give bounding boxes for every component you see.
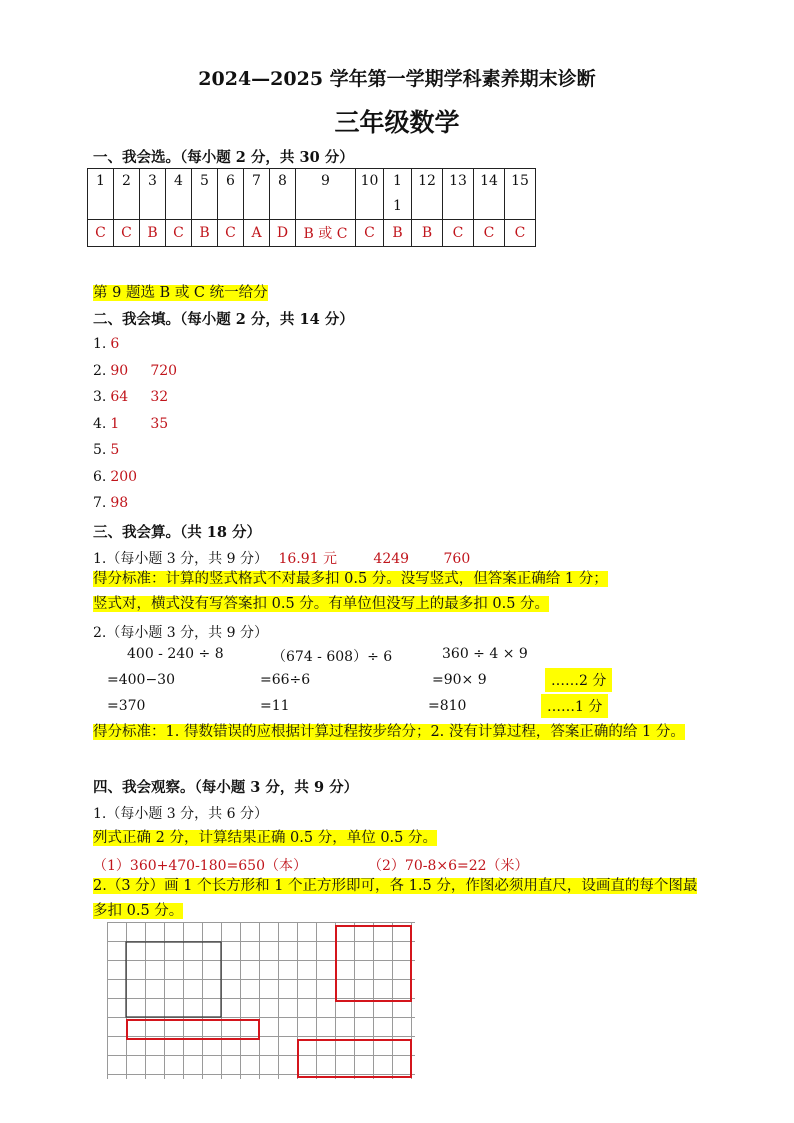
fill-item-answer: 64 (110, 389, 129, 405)
fill-item-answer: 1 (110, 415, 120, 432)
question-number-cell: 14 (474, 169, 505, 220)
section4-heading: 四、我会观察。（每小题 3 分，共 9 分） (93, 779, 359, 796)
fill-answer-item (93, 442, 150, 458)
exam-title: 2024—2025 学年第一学期学科素养期末诊断 (198, 68, 596, 90)
fill-answer-item (93, 336, 150, 352)
calc-step2-3: =810 (428, 698, 467, 714)
fill-item-number: 1. (93, 336, 107, 352)
observe-q1-standard: 列式正确 2 分，计算结果正确 0.5 分，单位 0.5 分。 (93, 830, 437, 846)
answer-cell: B (192, 220, 218, 247)
drawing-grid (107, 922, 415, 1079)
calc-q1-label: 1.（每小题 3 分，共 9 分） (93, 551, 268, 567)
fill-item-answer: 90 (110, 362, 129, 379)
fill-item-answer-2: 35 (150, 415, 169, 432)
answer-cell: D (270, 220, 296, 247)
observe-q1-answer-1: （1）360+470-180=650（本） (93, 858, 307, 874)
answer-cell: C (88, 220, 114, 247)
calc-step1-score: ……2 分 (545, 668, 612, 692)
fill-answer-item (93, 416, 168, 432)
answer-cell: B (140, 220, 166, 247)
question-number-cell: 15 (505, 169, 536, 220)
question-number-cell: 3 (140, 169, 166, 220)
fill-item-number: 6. (93, 468, 107, 485)
answer-cell: A (244, 220, 270, 247)
observe-q1-answer-2: （2）70-8×6=22（米） (368, 858, 529, 874)
question-number-cell: 13 (443, 169, 474, 220)
question-number-cell: 10 (356, 169, 384, 220)
answer-cell: B (412, 220, 443, 247)
section2-heading: 二、我会填。（每小题 2 分，共 14 分） (93, 311, 354, 328)
fill-item-number: 5. (93, 442, 107, 458)
question-number-cell: 8 (270, 169, 296, 220)
calc-expr-1: 400 - 240 ÷ 8 (127, 646, 224, 662)
answer-cell: C (356, 220, 384, 247)
calc-q2-label: 2.（每小题 3 分，共 9 分） (93, 625, 268, 641)
calc-expr-3: 360 ÷ 4 × 9 (442, 646, 528, 662)
question-number-cell: 7 (244, 169, 270, 220)
fill-item-answer: 5 (110, 442, 120, 458)
calc-q1 (93, 548, 470, 568)
answer-cell: C (443, 220, 474, 247)
fill-item-answer: 98 (110, 495, 129, 511)
fill-item-answer-2: 720 (150, 362, 178, 379)
calc-q1-answer-3: 760 (443, 551, 471, 567)
observe-q1-label: 1.（每小题 3 分，共 6 分） (93, 806, 268, 822)
observe-q2-text: 2.（3 分）画 1 个长方形和 1 个正方形即可，各 1.5 分，作图必须用直尺，设画直的每个图最多扣 0.5 分。 (93, 878, 698, 919)
answer-table (87, 168, 536, 247)
calc-step2-score: ……1 分 (541, 694, 608, 718)
calc-q1-answer-1: 16.91 元 (278, 551, 337, 567)
answer-cell: B (384, 220, 412, 247)
calc-q2-standard: 得分标准：1. 得数错误的应根据计算过程按步给分；2. 没有计算过程，答案正确的给 1 分。 (93, 724, 685, 740)
fill-item-number: 7. (93, 495, 107, 511)
fill-answer-item (93, 389, 168, 405)
exam-subtitle: 三年级数学 (334, 108, 460, 137)
calc-step1-3: =90× 9 (432, 672, 487, 688)
calc-expr-2: （674 - 608）÷ 6 (272, 649, 393, 665)
section1-heading: 一、我会选。（每小题 2 分，共 30 分） (93, 149, 354, 166)
calc-q1-standard: 得分标准：计算的竖式格式不对最多扣 0.5 分。没写竖式，但答案正确给 1 分； 竖式对，横式没有写答案扣 0.5 分。有单位但没写上的最多扣 0.5 分。 (93, 571, 608, 612)
section1-note: 第 9 题选 B 或 C 统一给分 (93, 285, 268, 301)
calc-step1-2: =66÷6 (260, 672, 311, 688)
fill-item-number: 4. (93, 415, 107, 432)
section3-heading: 三、我会算。（共 18 分） (93, 524, 262, 541)
answer-cell: C (218, 220, 244, 247)
question-number-cell: 5 (192, 169, 218, 220)
fill-item-answer-2: 32 (150, 389, 169, 405)
fill-item-answer: 200 (110, 468, 138, 485)
calc-step2-2: =11 (260, 698, 290, 714)
fill-item-answer: 6 (110, 336, 120, 352)
answer-cell: C (114, 220, 140, 247)
fill-answer-item (93, 495, 150, 511)
question-number-cell: 2 (114, 169, 140, 220)
question-number-cell: 1 (88, 169, 114, 220)
question-number-cell: 9 (296, 169, 356, 220)
answer-cell: C (166, 220, 192, 247)
fill-item-number: 3. (93, 389, 107, 405)
fill-answer-item (93, 363, 177, 379)
calc-q1-answer-2: 4249 (373, 551, 410, 567)
answer-cell: B 或 C (296, 220, 356, 247)
question-number-cell: 12 (412, 169, 443, 220)
question-number-cell: 4 (166, 169, 192, 220)
calc-step1-1: =400−30 (107, 672, 175, 688)
calc-step2-1: =370 (107, 698, 146, 714)
answer-cell: C (474, 220, 505, 247)
question-number-cell: 1 1 (384, 169, 412, 220)
question-number-cell: 6 (218, 169, 244, 220)
fill-answer-item (93, 469, 150, 485)
answer-cell: C (505, 220, 536, 247)
fill-item-number: 2. (93, 362, 107, 379)
